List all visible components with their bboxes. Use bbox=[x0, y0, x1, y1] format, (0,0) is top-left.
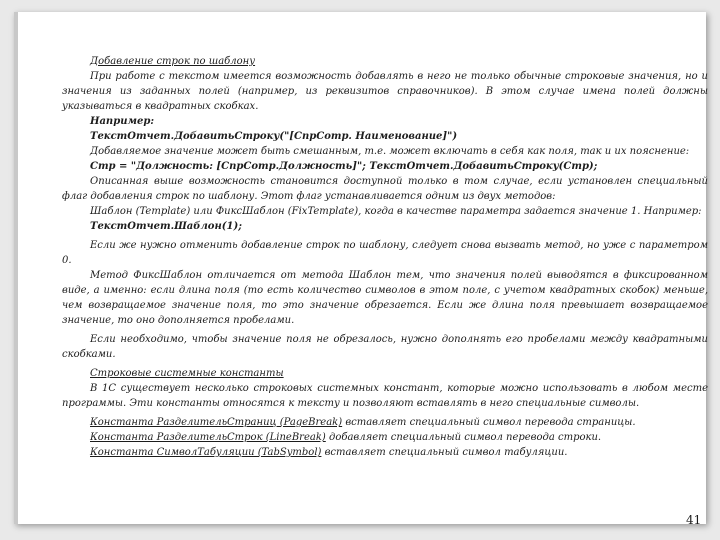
paragraph-template-method: Шаблон (Template) или ФиксШаблон (FixTemplate), когда в качестве параметра задается значение 1. Например: bbox=[90, 206, 702, 217]
slide-content bbox=[62, 54, 708, 460]
paragraph-flag: Описанная выше возможность становится доступной только в том случае, если установлен специальный флаг добавления строк по шаблону. Этот флаг устанавливается одним из двух методов: bbox=[62, 176, 708, 202]
code-example-3: ТекстОтчет.Шаблон(1); bbox=[90, 221, 242, 232]
paragraph-mixed-value: Добавляемое значение может быть смешанным, т.е. может включать в себя как поля, так и их пояснение: bbox=[90, 146, 690, 157]
code-example-1: ТекстОтчет.ДобавитьСтроку("[СпрСотр. Наименование]") bbox=[90, 131, 458, 142]
paragraph-intro: При работе с текстом имеется возможность добавлять в него не только обычные строковые значения, но и значения из заданных полей (например, из реквизитов справочников). В этом случае имена полей должны указываться в квадратных скобках. bbox=[62, 71, 708, 112]
page-number: 41 bbox=[686, 513, 702, 527]
code-example-2: Стр = "Должность: [СпрСотр.Должность]"; ТекстОтчет.ДобавитьСтроку(Стр); bbox=[90, 161, 598, 172]
constant-linebreak-name[interactable]: Константа РазделительСтрок (LineBreak) bbox=[90, 432, 326, 443]
paragraph-no-trim: Если необходимо, чтобы значение поля не обрезалось, нужно дополнять его пробелами между квадратными скобками. bbox=[62, 334, 708, 360]
constant-tabsymbol-name[interactable]: Константа СимволТабуляции (TabSymbol) bbox=[90, 447, 322, 458]
constant-linebreak bbox=[62, 430, 708, 445]
heading-system-constants: Строковые системные константы bbox=[90, 368, 284, 379]
constant-pagebreak-name[interactable]: Константа РазделительСтраниц (PageBreak) bbox=[90, 417, 343, 428]
example-label: Например: bbox=[90, 116, 155, 127]
heading-template-lines: Добавление строк по шаблону bbox=[90, 56, 256, 67]
constant-linebreak-desc: добавляет специальный символ перевода строки. bbox=[325, 432, 602, 443]
constant-tabsymbol bbox=[62, 445, 708, 460]
constant-pagebreak bbox=[62, 415, 708, 430]
paragraph-fixtemplate: Метод ФиксШаблон отличается от метода Шаблон тем, что значения полей выводятся в фиксированном виде, а именно: если длина поля (то есть количество символов в этом поле, с учетом квадратных скобок) меньше, чем возвращаемое значение поля, то это значение обрезается. Если же длина поля превышает возвращаемое значение, то оно дополняется пробелами. bbox=[62, 270, 708, 326]
paragraph-constants-intro: В 1С существует несколько строковых системных констант, которые можно использовать в любом месте программы. Эти константы относятся к тексту и позволяют вставлять в него специальные символы. bbox=[62, 383, 708, 409]
paragraph-cancel: Если же нужно отменить добавление строк по шаблону, следует снова вызвать метод, но уже с параметром 0. bbox=[62, 240, 708, 266]
constant-tabsymbol-desc: вставляет специальный символ табуляции. bbox=[321, 447, 568, 458]
slide bbox=[14, 12, 708, 527]
constant-pagebreak-desc: вставляет специальный символ перевода страницы. bbox=[342, 417, 636, 428]
